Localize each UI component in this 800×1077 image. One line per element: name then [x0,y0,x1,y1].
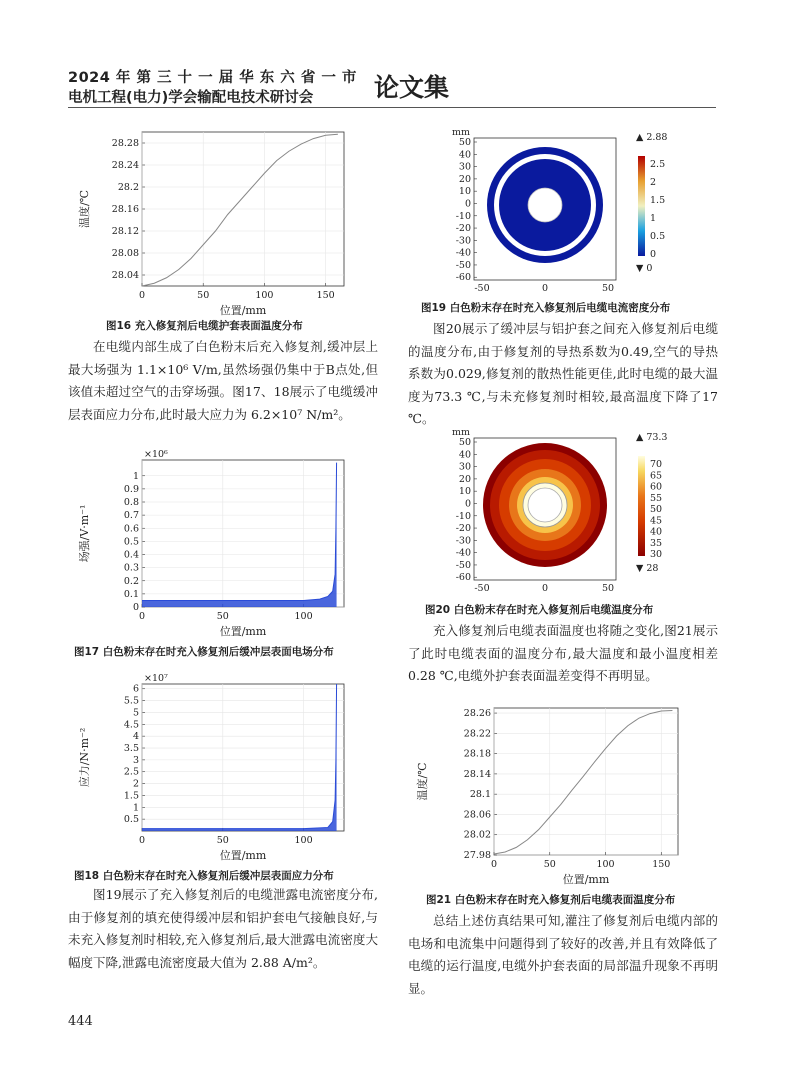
map-svg [440,426,690,596]
y-tick-label: 0 [464,198,471,210]
y-multiplier: ×10⁶ [144,449,168,460]
y-tick-label: 40 [458,449,471,461]
x-axis-label: 位置/mm [219,304,267,317]
colorbar [638,456,645,556]
y-tick-label: -60 [455,272,471,284]
x-axis-label: 位置/mm [219,625,267,638]
figure-16-chart [78,126,358,316]
y-axis-label: 温度/℃ [78,189,91,229]
colorbar-tick-label: 0 [650,249,657,260]
chart-svg [78,673,358,862]
x-tick-label: 100 [294,611,313,622]
colorbar-tick-label: 70 [650,459,663,470]
x-tick-label: 0 [138,835,146,846]
y-tick-label: 0.6 [123,523,139,535]
y-tick-label: 40 [458,149,471,161]
running-header [68,66,718,106]
y-tick-label: 50 [458,137,471,148]
header-conference-line1: 2024 年 第 三 十 一 届 华 东 六 省 一 市 [68,70,357,86]
figure-17-caption: 图17 白色粉末存在时充入修复剂后缓冲层表面电场分布 [74,646,334,658]
x-tick-label: 0 [541,583,549,594]
colorbar-tick-label: 2.5 [650,159,666,170]
x-tick-label: 150 [316,290,335,301]
x-tick-label: 50 [216,835,229,846]
colorbar-min-label: ▼ 28 [636,563,659,574]
colorbar-tick-label: 55 [650,492,663,504]
x-tick-label: 0 [138,611,146,622]
x-tick-label: 150 [652,859,671,870]
x-axis-label: 位置/mm [219,849,267,862]
y-tick-label: 0 [464,498,471,510]
y-tick-label: 1 [132,470,139,482]
y-tick-label: 28.18 [463,748,491,760]
chart-svg [78,449,358,638]
y-tick-label: -60 [455,572,471,584]
unit-label: mm [451,427,470,438]
y-tick-label: 0.8 [123,497,139,508]
unit-label: mm [451,127,470,138]
x-tick-label: 0 [490,859,498,870]
paragraph-left-2: 图19展示了充入修复剂后的电缆泄露电流密度分布,由于修复剂的填充使得缓冲层和铝护套电气接触良好,与未充入修复剂时相较,充入修复剂后,最大泄露电流密度大幅度下降,泄露电流密度最大值为 2.88 A/m²。 [68,887,378,970]
x-tick-label: 0 [138,290,146,301]
colorbar-tick-label: 35 [650,537,663,549]
y-tick-label: 28.2 [117,182,139,193]
x-tick-label: 50 [197,290,210,301]
y-tick-label: -10 [455,510,471,522]
x-tick-label: 100 [294,835,313,846]
y-tick-label: 6 [132,683,139,695]
colorbar-tick-label: 0.5 [650,231,666,242]
y-tick-label: 0.7 [123,510,139,522]
x-tick-label: 0 [541,283,549,294]
y-tick-label: 1.5 [123,790,139,802]
plot-frame [142,460,344,607]
y-tick-label: 28.26 [463,708,491,720]
y-tick-label: 28.12 [111,226,139,237]
chart-svg [416,700,696,885]
figure-21-caption: 图21 白色粉末存在时充入修复剂后电缆表面温度分布 [426,894,676,906]
y-tick-label: 28.14 [463,768,491,780]
colorbar-tick-label: 1 [650,213,657,224]
y-tick-label: 50 [458,437,471,448]
x-tick-label: 100 [596,859,615,870]
paragraph-right-3: 总结上述仿真结果可知,灌注了修复剂后电缆内部的电场和电流集中问题得到了较好的改善,并且有效降低了电缆的运行温度,电缆外护套表面的局部温升现象不再明显。 [408,913,718,996]
y-tick-label: 0.9 [123,483,139,495]
conductor-core [528,488,562,522]
x-tick-label: 50 [543,859,556,870]
y-tick-label: 28.04 [111,270,139,281]
y-tick-label: -30 [455,235,471,247]
colorbar-min-label: ▼ 0 [636,263,653,274]
y-tick-label: -40 [455,547,471,559]
colorbar-max-label: ▲ 73.3 [636,432,668,443]
paragraph-right-2: 充入修复剂后电缆表面温度也将随之变化,图21展示了此时电缆表面的温度分布,最大温度和最小温度相差0.28 ℃,电缆外护套表面温差变得不再明显。 [408,623,718,683]
x-tick-label: 50 [601,283,615,294]
y-tick-label: 0.2 [123,575,139,587]
y-tick-label: 28.06 [463,809,491,821]
y-tick-label: 28.24 [111,160,139,171]
y-axis-label: 温度/℃ [416,762,429,801]
colorbar-tick-label: 30 [650,549,663,560]
figure-17-chart [78,449,358,638]
colorbar-tick-label: 45 [650,515,663,527]
y-tick-label: 2 [132,778,139,790]
x-axis-label: 位置/mm [562,873,610,886]
figure-16-caption: 图16 充入修复剂后电缆护套表面温度分布 [106,320,303,332]
y-tick-label: 0.1 [123,588,139,600]
y-tick-label: -20 [455,223,471,235]
y-tick-label: 20 [458,473,471,485]
y-tick-label: 5 [132,707,139,719]
y-multiplier: ×10⁷ [144,673,168,684]
colorbar-tick-label: 1.5 [650,195,666,206]
y-tick-label: 10 [458,486,471,498]
y-tick-label: 4 [132,731,139,743]
y-tick-label: 20 [458,173,471,185]
y-tick-label: 1 [132,802,139,814]
y-tick-label: -50 [455,559,471,571]
y-tick-label: 28.16 [111,204,139,215]
y-axis-label: 场强/V·m⁻¹ [78,504,91,563]
y-tick-label: -40 [455,247,471,259]
y-tick-label: -30 [455,535,471,547]
y-tick-label: 28.28 [111,138,139,149]
figure-20-caption: 图20 白色粉末存在时充入修复剂后电缆温度分布 [425,604,654,616]
y-tick-label: 0 [132,602,139,613]
header-conference-line2: 电机工程(电力)学会输配电技术研讨会 [68,90,314,106]
colorbar-tick-label: 50 [650,504,663,515]
y-tick-label: 0.5 [123,536,139,548]
header-rule [68,107,716,108]
y-tick-label: 30 [458,161,471,173]
y-tick-label: 4.5 [123,719,139,731]
page-number: 444 [68,1014,93,1029]
figure-18-caption: 图18 白色粉末存在时充入修复剂后缓冲层表面应力分布 [74,870,334,882]
x-tick-label: 50 [601,583,615,594]
y-tick-label: 28.22 [463,728,491,740]
header-proceedings-title: 论文集 [374,73,450,102]
colorbar-tick-label: 60 [650,481,663,493]
x-tick-label: -50 [474,283,490,294]
conductor-core [528,188,562,222]
y-tick-label: 0.5 [123,814,139,826]
figure-20-temperature-map [440,426,690,596]
colorbar-max-label: ▲ 2.88 [636,132,668,143]
x-tick-label: 50 [216,611,229,622]
y-tick-label: -20 [455,523,471,535]
y-tick-label: 0.4 [123,549,139,561]
map-svg [440,126,690,296]
y-tick-label: -50 [455,259,471,271]
x-tick-label: 100 [255,290,274,301]
paragraph-left-1: 在电缆内部生成了白色粉末后充入修复剂,缓冲层上最大场强为 1.1×10⁶ V/m,虽然场强仍集中于B点处,但该值未超过空气的击穿场强。图17、18展示了电缆缓冲层表面应力分布,此时最大应力为 6.2×10⁷ N/m²。 [68,339,378,422]
colorbar-tick-label: 40 [650,526,663,538]
x-tick-label: -50 [474,583,490,594]
figure-19-caption: 图19 白色粉末存在时充入修复剂后电缆电流密度分布 [421,302,671,314]
y-tick-label: -10 [455,210,471,222]
y-axis-label: 应力/N·m⁻² [78,727,91,788]
y-tick-label: 3.5 [123,743,139,755]
y-tick-label: 0.3 [123,562,139,574]
colorbar-tick-label: 2 [650,177,657,188]
y-tick-label: 30 [458,461,471,473]
colorbar-tick-label: 65 [650,470,663,482]
paragraph-right-1: 图20展示了缓冲层与铝护套之间充入修复剂后电缆的温度分布,由于修复剂的导热系数为0.49,空气的导热系数为0.029,修复剂的散热性能更佳,此时电缆的最大温度为73.3 ℃,与未充修复剂时相较,最高温度下降了17 ℃。 [408,321,718,426]
figure-21-chart [416,700,696,885]
plot-frame [494,708,678,855]
chart-svg [78,126,358,316]
figure-19-current-density-map [440,126,690,296]
y-tick-label: 2.5 [123,766,139,778]
y-tick-label: 28.08 [111,248,139,259]
y-tick-label: 28.02 [463,829,491,841]
y-tick-label: 28.1 [469,789,491,801]
y-tick-label: 3 [132,754,139,766]
y-tick-label: 5.5 [123,695,139,707]
y-tick-label: 10 [458,186,471,198]
colorbar [638,156,645,256]
figure-18-chart [78,673,358,862]
y-tick-label: 27.98 [463,850,491,861]
plot-frame [142,684,344,831]
